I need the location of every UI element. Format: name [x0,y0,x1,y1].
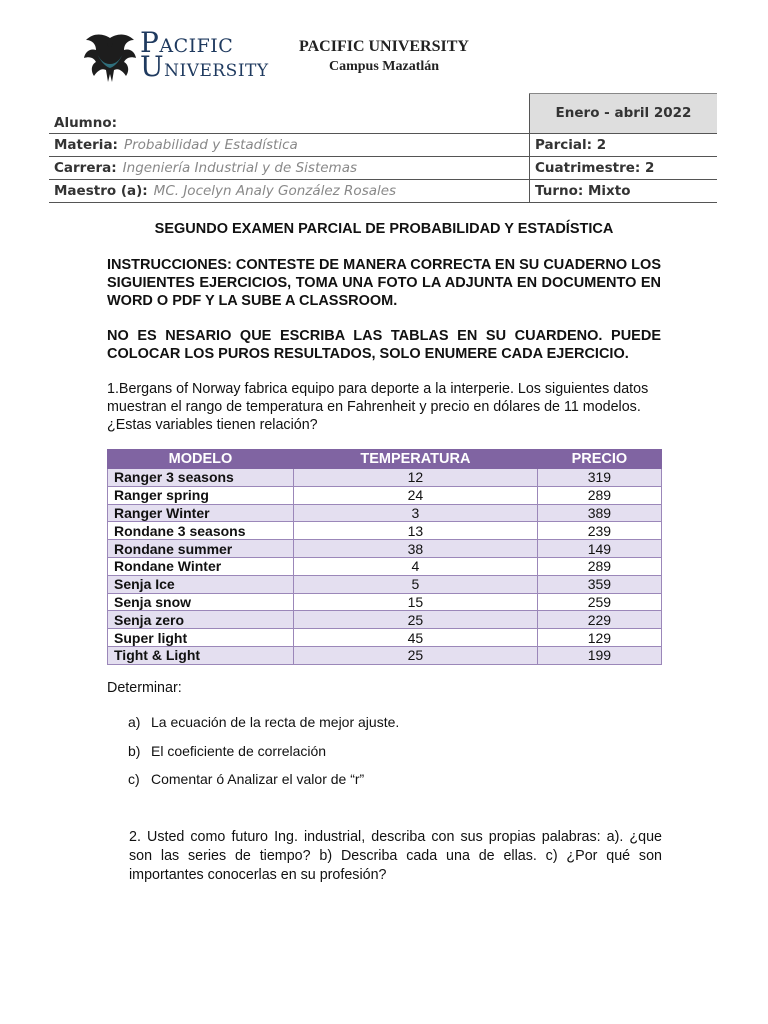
list-item [128,771,399,800]
logo-initial-p: P [140,26,160,59]
model-cell: Super light [108,629,294,647]
question-1-text: 1.Bergans of Norway fabrica equipo para deporte a la interperie. Los siguientes datos muestran el rango de temperatura en Fahrenheit y precio en dólares de 11 modelos. ¿Estas variables tienen relación? [107,381,649,433]
sub-questions-list [128,714,399,800]
maestro-cell [49,179,530,202]
temperature-cell: 4 [294,557,538,575]
note-paragraph: NO ES NESARIO QUE ESCRIBA LAS TABLAS EN SU CUARDENO. PUEDE COLOCAR LOS PUROS RESULTADOS, SOLO ENUMERE CADA EJERCICIO. [107,328,661,362]
parcial-cell: Parcial: 2 [530,133,718,156]
temperature-cell: 12 [294,469,538,487]
item-letter: a) [128,714,141,730]
models-data-table [107,449,662,665]
price-cell: 229 [537,611,661,629]
price-cell: 289 [537,486,661,504]
logo-initial-u: U [140,50,165,83]
model-cell: Ranger 3 seasons [108,469,294,487]
table-row [108,469,662,487]
model-cell: Rondane Winter [108,557,294,575]
temperature-cell: 13 [294,522,538,540]
table-row [108,522,662,540]
temperature-cell: 45 [294,629,538,647]
logo-word-niversity: NIVERSITY [164,61,269,81]
temperature-cell: 25 [294,611,538,629]
item-letter: b) [128,742,141,759]
alumno-cell [49,94,530,134]
temperature-cell: 25 [294,646,538,664]
temperature-cell: 38 [294,540,538,558]
model-cell: Rondane 3 seasons [108,522,294,540]
exam-title: SEGUNDO EXAMEN PARCIAL DE PROBABILIDAD Y ESTADÍSTICA [154,221,614,237]
temperature-cell: 5 [294,575,538,593]
carrera-value: Ingeniería Industrial y de Sistemas [122,159,358,176]
university-logo [82,26,269,86]
logo-word-acific: ACIFIC [159,35,234,57]
temperature-cell: 24 [294,486,538,504]
table-row [108,540,662,558]
item-text: La ecuación de la recta de mejor ajuste. [151,714,400,730]
column-header: TEMPERATURA [294,450,538,469]
maestro-value: MC. Jocelyn Analy González Rosales [153,182,397,199]
price-cell: 389 [537,504,661,522]
model-cell: Ranger Winter [108,504,294,522]
cuatrimestre-cell: Cuatrimestre: 2 [530,156,718,179]
table-row [108,557,662,575]
price-cell: 199 [537,646,661,664]
model-cell: Rondane summer [108,540,294,558]
materia-cell [49,133,530,156]
turno-cell: Turno: Mixto [530,179,718,202]
price-cell: 319 [537,469,661,487]
price-cell: 259 [537,593,661,611]
model-cell: Tight & Light [108,646,294,664]
model-cell: Senja snow [108,593,294,611]
carrera-label: Carrera: [54,159,117,176]
table-row [108,646,662,664]
table-row [108,629,662,647]
campus-name: Campus Mazatlán [328,59,440,74]
price-cell: 129 [537,629,661,647]
determinar-label: Determinar: [107,680,182,696]
column-header: PRECIO [537,450,661,469]
alumno-label: Alumno: [54,114,118,131]
table-row [108,593,662,611]
table-row [108,575,662,593]
student-info-table [49,93,717,203]
list-item [128,743,399,772]
price-cell: 359 [537,575,661,593]
temperature-cell: 15 [294,593,538,611]
materia-label: Materia: [54,136,118,153]
price-cell: 239 [537,522,661,540]
period-cell: Enero - abril 2022 [530,94,718,134]
phoenix-logo-icon [82,30,138,86]
model-cell: Senja Ice [108,575,294,593]
item-letter: c) [128,771,140,787]
model-cell: Ranger spring [108,486,294,504]
question-2-text: 2. Usted como futuro Ing. industrial, describa con sus propias palabras: a). ¿que son las series de tiempo? b) Describa cada una de ellas. c) ¿Por qué son importantes conocerlas en su profesión? [129,829,662,883]
column-header: MODELO [108,450,294,469]
temperature-cell: 3 [294,504,538,522]
carrera-cell [49,156,530,179]
item-text: El coeficiente de correlación [151,742,327,759]
table-row [108,504,662,522]
table-header-row [108,450,662,469]
table-body [108,469,662,665]
table-row [108,486,662,504]
item-text: Comentar ó Analizar el valor de “r” [151,771,365,787]
materia-value: Probabilidad y Estadística [123,136,298,153]
table-row [108,611,662,629]
price-cell: 289 [537,557,661,575]
price-cell: 149 [537,540,661,558]
maestro-label: Maestro (a): [54,182,148,199]
instructions-paragraph: INSTRUCCIONES: CONTESTE DE MANERA CORRECTA EN SU CUADERNO LOS SIGUIENTES EJERCICIOS, TOMA UNA FOTO LA ADJUNTA EN DOCUMENTO EN WORD O PDF Y LA SUBE A CLASSROOM. [107,257,661,309]
university-title: PACIFIC UNIVERSITY [299,38,469,55]
list-item [128,714,399,743]
model-cell: Senja zero [108,611,294,629]
